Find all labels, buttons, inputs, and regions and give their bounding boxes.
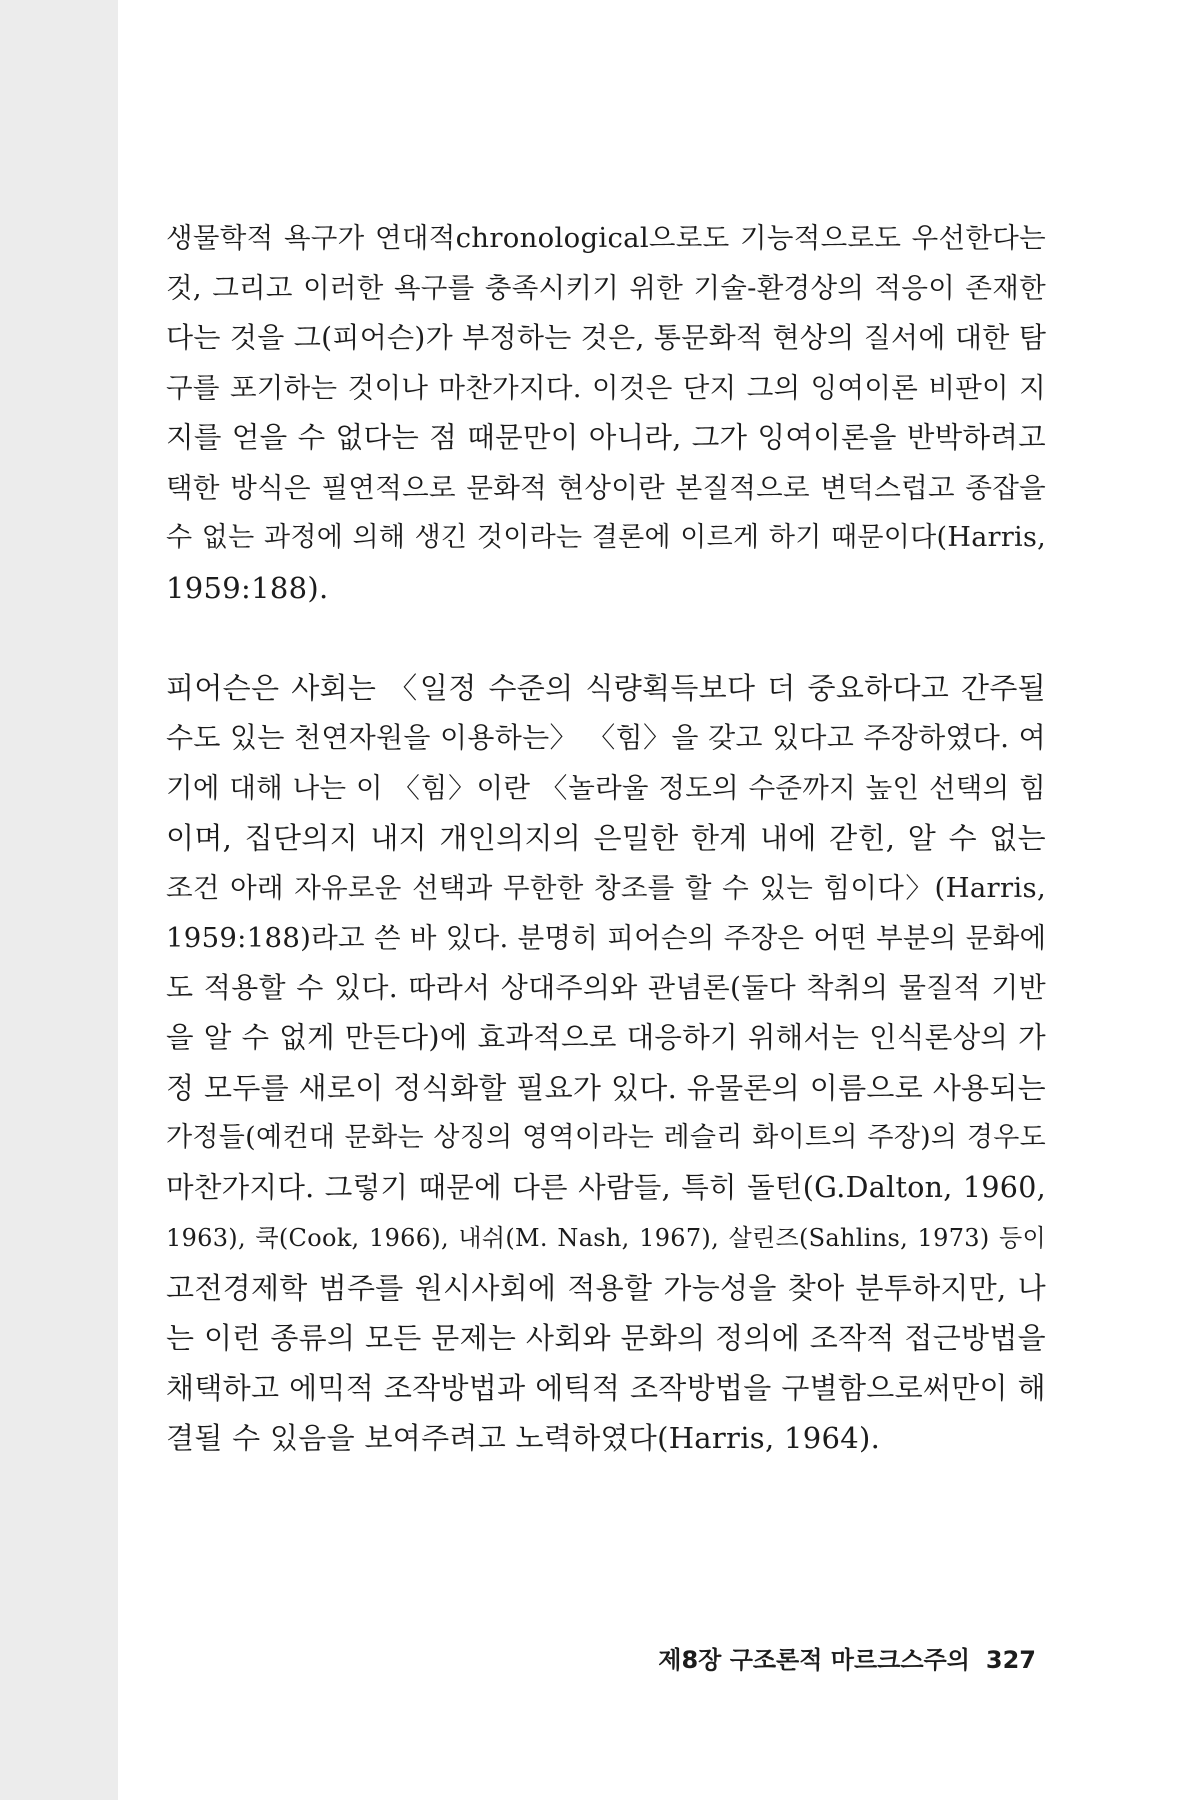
text-line: 피어슨은 사회는 〈일정 수준의 식량획득보다 더 중요하다고 간주될 [166,671,1046,705]
text-line: 1963), 쿡(Cook, 1966), 내쉬(M. Nash, 1967), 살린즈(Sahlins, 1973) 등이 [166,1224,1046,1252]
page-number: 327 [985,1646,1036,1674]
text-line: 1959:188). [166,571,329,605]
paragraph [166,663,1046,1463]
text-line: 가정들(예컨대 문화는 상징의 영역이라는 레슬리 화이트의 주장)의 경우도 [166,1122,1046,1153]
text-line: 조건 아래 자유로운 선택과 무한한 창조를 할 수 있는 힘이다〉(Harris, [166,872,1046,904]
text-line: 도 적용할 수 있다. 따라서 상대주의와 관념론(둘다 착취의 물질적 기반 [166,971,1046,1004]
text-line: 기에 대해 나는 이 〈힘〉이란 〈놀라울 정도의 수준까지 높인 선택의 힘 [166,772,1046,804]
text-line: 다는 것을 그(피어슨)가 부정하는 것은, 통문화적 현상의 질서에 대한 탐 [166,321,1047,354]
chapter-title: 제8장 구조론적 마르크스주의 [658,1646,970,1674]
running-footer [658,1640,1036,1675]
text-line: 는 이런 종류의 모든 문제는 사회와 문화의 정의에 조작적 접근방법을 [166,1321,1046,1355]
text-line: 채택하고 에믹적 조작방법과 에틱적 조작방법을 구별함으로써만이 해 [166,1371,1046,1405]
text-line: 지를 얻을 수 없다는 점 때문만이 아니라, 그가 잉여이론을 반박하려고 [166,421,1046,454]
text-line: 구를 포기하는 것이나 마찬가지다. 이것은 단지 그의 잉여이론 비판이 지 [166,372,1046,404]
text-line: 정 모두를 새로이 정식화할 필요가 있다. 유물론의 이름으로 사용되는 [166,1071,1046,1105]
text-line: 택한 방식은 필연적으로 문화적 현상이란 본질적으로 변덕스럽고 종잡을 [166,472,1046,504]
text-line: 생물학적 욕구가 연대적chronological으로도 기능적으로도 우선한다는 [166,222,1046,254]
text-line: 마찬가지다. 그렇기 때문에 다른 사람들, 특히 돌턴(G.Dalton, 1960, [166,1171,1046,1204]
text-line: 수도 있는 천연자원을 이용하는〉 〈힘〉을 갖고 있다고 주장하였다. 여 [166,721,1046,754]
text-line: 것, 그리고 이러한 욕구를 충족시키기 위한 기술-환경상의 적응이 존재한 [166,272,1046,304]
text-line: 이며, 집단의지 내지 개인의지의 은밀한 한계 내에 갇힌, 알 수 없는 [166,821,1046,855]
text-line: 수 없는 과정에 의해 생긴 것이라는 결론에 이르게 하기 때문이다(Harris, [166,522,1046,553]
paragraph [166,213,1046,613]
page-body [166,213,1046,1463]
text-line: 결될 수 있음을 보여주려고 노력하였다(Harris, 1964). [166,1421,881,1455]
text-line: 1959:188)라고 쓴 바 있다. 분명히 피어슨의 주장은 어떤 부분의 문화에 [166,922,1047,954]
text-line: 고전경제학 범주를 원시사회에 적용할 가능성을 찾아 분투하지만, 나 [166,1271,1046,1305]
text-line: 을 알 수 없게 만든다)에 효과적으로 대응하기 위해서는 인식론상의 가 [166,1021,1046,1054]
